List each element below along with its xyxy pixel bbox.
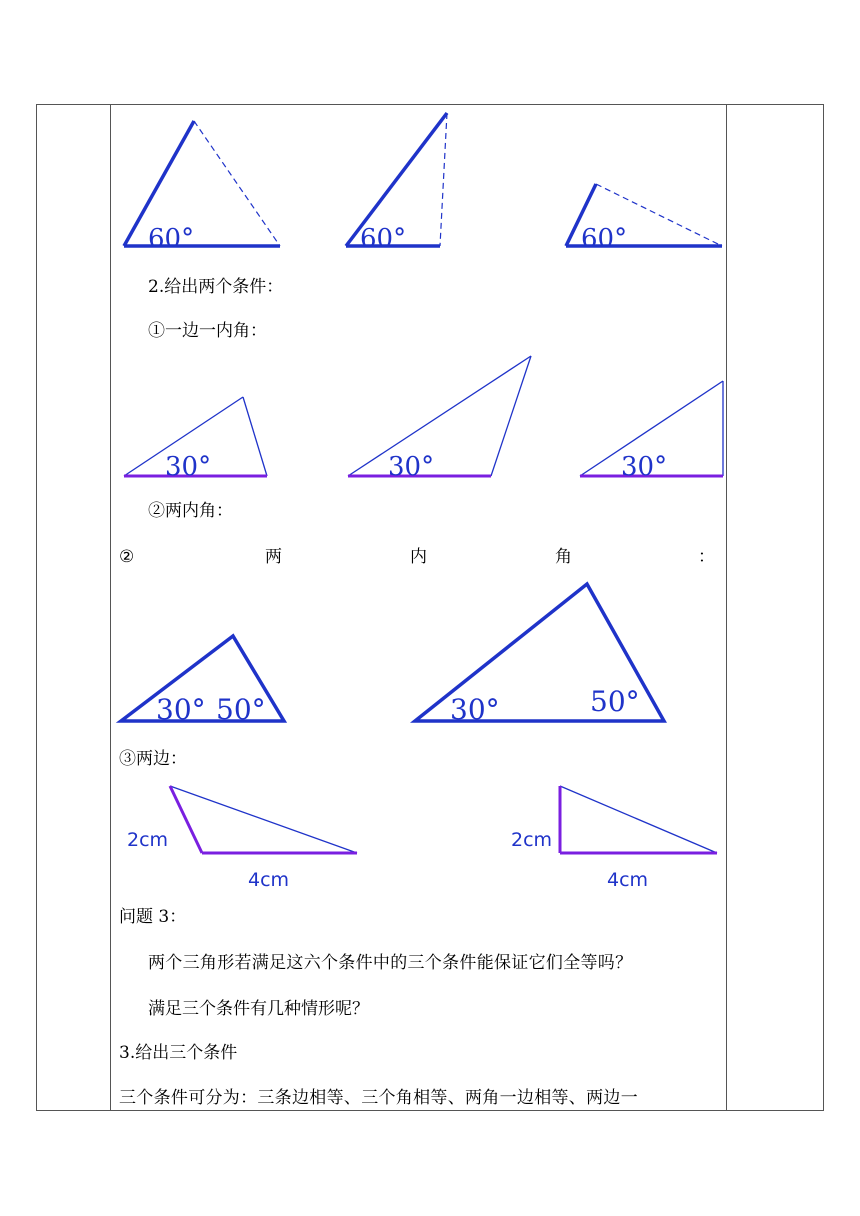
angle-label: 30° (450, 693, 500, 726)
angle-label: 30° (621, 452, 668, 482)
side-label: 2cm (127, 829, 169, 851)
section3-heading: 3.给出三个条件 (119, 1043, 238, 1063)
spread-char: ： (698, 547, 715, 567)
triangle-two-angles-a (121, 636, 284, 726)
case1-title: ①一边一内角： (148, 321, 267, 341)
case2-title: ②两内角： (148, 501, 233, 521)
case3-title: ③两边： (119, 749, 187, 769)
question3-line1: 两个三角形若满足这六个条件中的三个条件能保证它们全等吗？ (148, 953, 633, 973)
section2-heading: 2.给出两个条件： (148, 277, 284, 297)
angle-label: 30° (165, 452, 212, 482)
angle-label: 60° (581, 224, 628, 254)
angle-label: 60° (360, 224, 407, 254)
question3-label: 问题 3： (119, 907, 187, 927)
triangle-30-b (348, 356, 531, 482)
spread-char: 角 (555, 547, 572, 567)
angle-label: 30° (388, 452, 435, 482)
triangle-60-b (346, 113, 447, 254)
side-label: 2cm (511, 829, 553, 851)
triangle-30-c (580, 381, 723, 482)
spread-char: 两 (265, 547, 282, 567)
angle-label: 30° (156, 693, 206, 726)
angle-label: 60° (148, 224, 195, 254)
angle-label: 50° (590, 685, 640, 718)
question3-line2: 满足三个条件有几种情形呢？ (148, 999, 369, 1019)
triangle-two-sides-b (511, 786, 717, 891)
section3-line1: 三个条件可分为：三条边相等、三个角相等、两角一边相等、两边一 (119, 1088, 638, 1108)
triangle-60-c (566, 184, 722, 254)
triangle-60-a (124, 121, 280, 254)
triangle-two-angles-b (415, 584, 664, 726)
side-label: 4cm (248, 869, 290, 891)
spread-char: ② (119, 547, 135, 567)
angle-label: 50° (216, 693, 266, 726)
triangle-two-sides-a (127, 786, 357, 891)
side-label: 4cm (607, 869, 649, 891)
triangle-30-a (124, 397, 267, 482)
spread-char: 内 (410, 547, 427, 567)
